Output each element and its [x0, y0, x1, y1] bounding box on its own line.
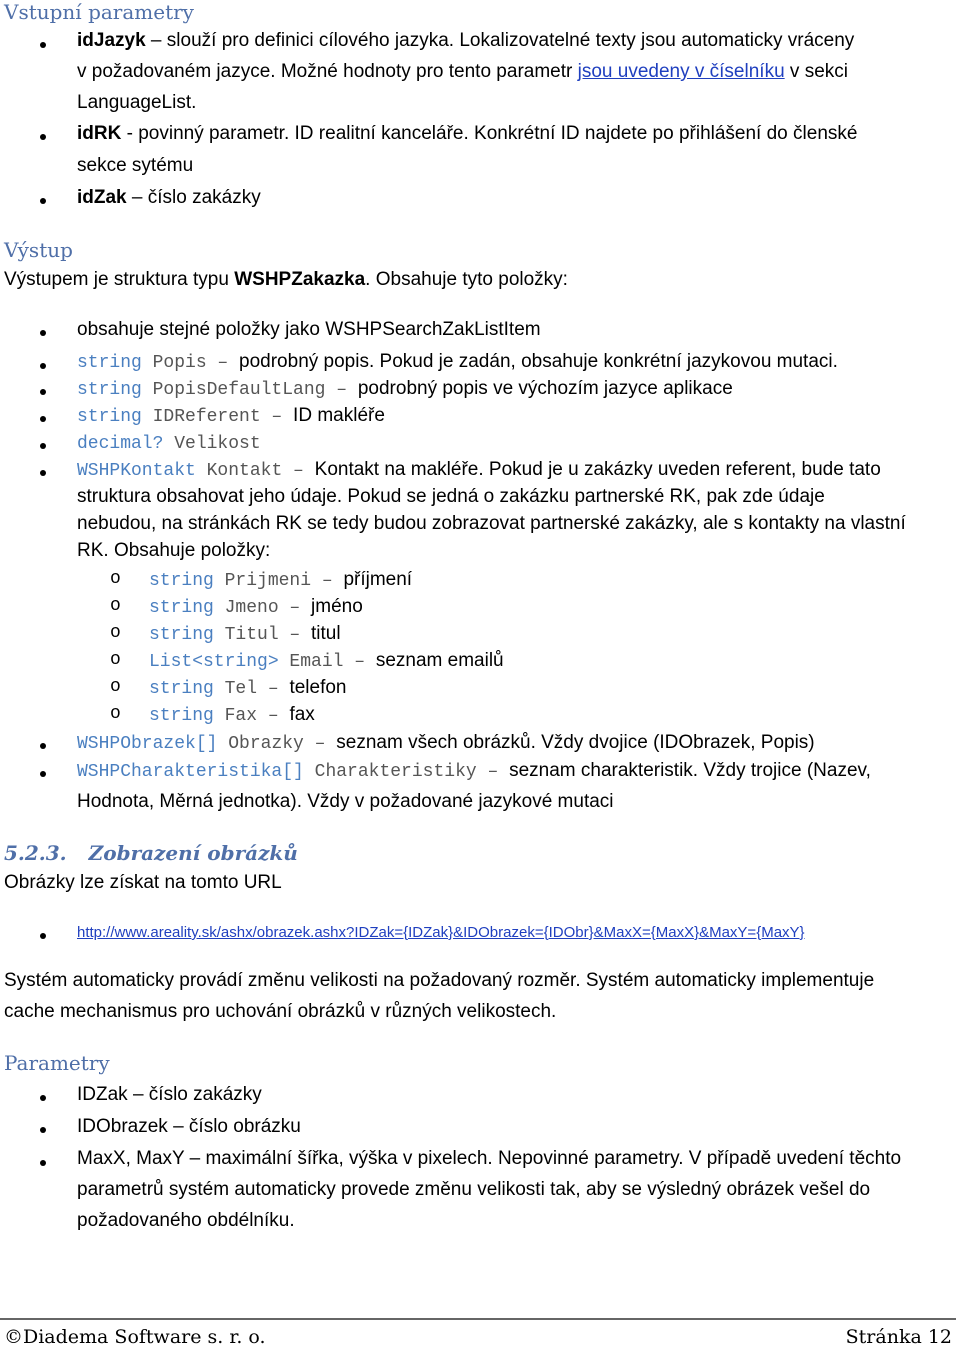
param-item-maxxy-cont: požadovaného obdélníku. — [77, 1210, 295, 1231]
list-item-idrk: idRK - povinný parametr. ID realitní kanceláře. Konkrétní ID najdete po přihlášení do členské — [77, 123, 858, 144]
bullet — [40, 416, 46, 422]
output-item-popisdefault: string PopisDefaultLang – podrobný popis ve výchozím jazyce aplikace — [77, 378, 733, 400]
output-item-kontakt: WSHPKontakt Kontakt – Kontakt na makléře. Pokud je u zakázky uveden referent, bude tato — [77, 459, 881, 481]
output-item-charakteristiky: WSHPCharakteristika[] Charakteristiky – seznam charakteristik. Vždy trojice (Nazev, — [77, 760, 871, 782]
images-intro: Obrázky lze získat na tomto URL — [4, 872, 282, 893]
footer-copyright: ©Diadema Software s. r. o. — [4, 1326, 266, 1348]
section-heading-params: Parametry — [4, 1051, 110, 1075]
bullet — [40, 42, 46, 48]
param-item-maxxy: MaxX, MaxY – maximální šířka, výška v pixelech. Nepovinné parametry. V případě uvedení těchto — [77, 1148, 902, 1169]
sub-item-email: o List<string> Email – seznam emailů — [110, 650, 504, 672]
footer-divider — [0, 1318, 956, 1320]
bullet — [40, 743, 46, 749]
bullet — [40, 134, 46, 140]
images-paragraph-line: Systém automaticky provádí změnu velikosti na požadovaný rozměr. Systém automaticky implementuje — [4, 970, 875, 991]
output-item-kontakt-cont: RK. Obsahuje položky: — [77, 540, 271, 561]
output-item-idreferent: string IDReferent – ID makléře — [77, 405, 385, 427]
images-paragraph-line: cache mechanismus pro uchování obrázků v různých velikostech. — [4, 1001, 557, 1022]
bullet — [40, 771, 46, 777]
bullet — [40, 1127, 46, 1133]
section-heading-output: Výstup — [4, 238, 73, 262]
bullet — [40, 363, 46, 369]
section-heading-inputs: Vstupní parametry — [4, 0, 194, 24]
output-item-popis: string Popis – podrobný popis. Pokud je zadán, obsahuje konkrétní jazykovou mutaci. — [77, 351, 838, 373]
param-item-idobrazek: IDObrazek – číslo obrázku — [77, 1116, 301, 1137]
list-item-idrk-cont: sekce sytému — [77, 155, 194, 176]
section-heading-images: 5.2.3. Zobrazení obrázků — [4, 841, 298, 865]
footer-page-number: Stránka 12 — [845, 1326, 952, 1348]
output-intro: Výstupem je struktura typu WSHPZakazka. Obsahuje tyto položky: — [4, 269, 568, 290]
output-item-kontakt-cont: nebudou, na stránkách RK se tedy budou zobrazovat partnerské zakázky, ale s kontakty na vlastní — [77, 513, 906, 534]
bullet — [40, 330, 46, 336]
param-item-idzak: IDZak – číslo zakázky — [77, 1084, 262, 1105]
sub-item-prijmeni: o string Prijmeni – příjmení — [110, 569, 413, 591]
bullet — [40, 443, 46, 449]
output-item-charakteristiky-cont: Hodnota, Měrná jednotka). Vždy v požadované jazykové mutaci — [77, 791, 614, 812]
bullet — [40, 470, 46, 476]
output-item-velikost: decimal? Velikost — [77, 434, 261, 454]
sub-item-titul: o string Titul – titul — [110, 623, 341, 645]
list-item-idjazyk-cont2: LanguageList. — [77, 92, 197, 113]
sub-item-jmeno: o string Jmeno – jméno — [110, 596, 363, 618]
list-item-idjazyk: idJazyk – slouží pro definici cílového jazyka. Lokalizovatelné texty jsou automaticky vráceny — [77, 30, 855, 51]
bullet — [40, 389, 46, 395]
bullet — [40, 198, 46, 204]
sub-item-tel: o string Tel – telefon — [110, 677, 347, 699]
output-item-kontakt-cont: struktura obsahovat jeho údaje. Pokud se jedná o zakázku partnerské RK, pak zde údaje — [77, 486, 825, 507]
list-item-idjazyk-cont: v požadovaném jazyce. Možné hodnoty pro tento parametr jsou uvedeny v číselníku v sekci — [77, 61, 848, 82]
bullet — [40, 1160, 46, 1166]
output-item-obrazky: WSHPObrazek[] Obrazky – seznam všech obrázků. Vždy dvojice (IDObrazek, Popis) — [77, 732, 815, 754]
param-item-maxxy-cont: parametrů systém automaticky provede změnu velikosti tak, aby se výsledný obrázek vešel do — [77, 1179, 871, 1200]
output-item-0: obsahuje stejné položky jako WSHPSearchZakListItem — [77, 319, 541, 340]
bullet — [40, 933, 46, 939]
bullet — [40, 1095, 46, 1101]
sub-item-fax: o string Fax – fax — [110, 704, 315, 726]
image-url-link[interactable]: http://www.areality.sk/ashx/obrazek.ashx?IDZak={IDZak}&IDObrazek={IDObr}&MaxX={MaxX}&MaxY={MaxY} — [77, 924, 805, 941]
ciselnik-link[interactable]: jsou uvedeny v číselníku — [577, 61, 785, 82]
list-item-idzak: idZak – číslo zakázky — [77, 187, 261, 208]
